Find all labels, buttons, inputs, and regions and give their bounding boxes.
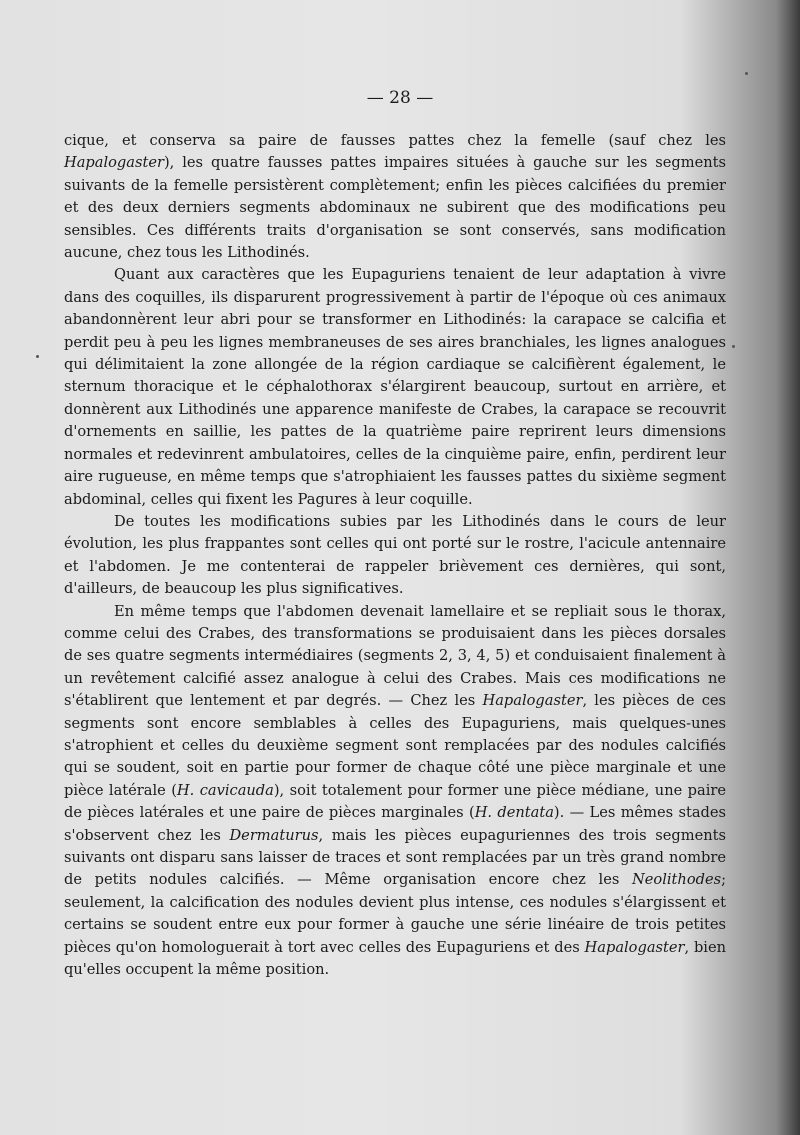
- paragraph: [64, 601, 726, 982]
- text-run: ; seulement, la calcification des nodules devient plus intense, ces nodules s'élargissent et certains se soudent entre eux pour former à gauche une série linéaire de trois petites pièces qu'on homologuerait à tort avec celles des Eupaguriens et des: [64, 871, 726, 956]
- body-text: [64, 130, 726, 981]
- text-run: En même temps que l'abdomen devenait lamellaire et se repliait sous le thorax, comme celui des Crabes, des transformations se produisaient dans les pièces dorsales de ses quatre segments intermédiaires (segments 2, 3, 4, 5) et conduisaient finalement à un revêtement calcifié assez analogue à celui des Crabes. Mais ces modifications ne s'établirent que lentement et par degrés. — Chez les: [64, 602, 726, 710]
- text-run: ). — Les mêmes stades s'observent chez les: [64, 804, 727, 844]
- paper-speck: [745, 72, 748, 75]
- text-run: Quant aux caractères que les Eupaguriens tenaient de leur adaptation à vivre dans des coquilles, ils disparurent progressivement à partir de l'époque où ces animaux abandonnèrent leur abri pour se transformer en Lithodinés: la carapace se calcifia et perdit peu à peu les lignes membraneuses de ses aires branchiales, les lignes analogues qui délimitaient la zone allongée de la région cardiaque se calcifièrent également, le sternum thoracique et le céphalothorax s'élargirent beaucoup, surtout en arrière, et donnèrent aux Lithodinés une apparence manifeste de Crabes, la carapace se recouvrit d'ornements en saillie, les pattes de la quatrième paire reprirent leurs dimensions normales et redevinrent ambulatoires, celles de la cinquième paire, enfin, perdirent leur aire rugueuse, en même temps que s'atrophiaient les fausses pattes du sixième segment abdominal, celles qui fixent les Pagures à leur coquille.: [64, 266, 726, 508]
- paragraph: [64, 130, 726, 264]
- taxon-name: Hapalogaster: [482, 692, 583, 710]
- text-run: , bien qu'elles occupent la même position.: [64, 938, 726, 979]
- taxon-name: H. cavicauda: [176, 781, 274, 799]
- page-number: — 28 —: [366, 88, 434, 108]
- taxon-name: Dermaturus: [229, 826, 319, 844]
- paragraph: [64, 511, 726, 601]
- text-run: ), soit totalement pour former une pièce médiane, une paire de pièces latérales et une paire de pièces marginales (: [64, 781, 727, 822]
- text-run: ), les quatre fausses pattes impaires situées à gauche sur les segments suivants de la femelle persistèrent complètement; enfin les pièces calcifiées du premier et des deux derniers segments abdominaux ne subirent que des modifications peu sensibles. Ces différents traits d'organisation se sont conservés, sans modification aucune, chez tous les Lithodinés.: [64, 154, 726, 262]
- taxon-name: Hapalogaster: [584, 938, 685, 956]
- text-run: De toutes les modifications subies par les Lithodinés dans le cours de leur évolution, les plus frappantes sont celles qui ont porté sur le rostre, l'acicule antennaire et l'abdomen. Je me contenterai de rappeler brièvement ces dernières, qui sont, d'ailleurs, de beaucoup les plus significatives.: [64, 512, 726, 598]
- paragraph: [64, 264, 726, 510]
- paper-speck: [36, 355, 39, 358]
- taxon-name: Hapalogaster: [64, 154, 164, 172]
- text-run: , les pièces de ces segments sont encore semblables à celles des Eupaguriens, mais quelques-unes s'atrophient et celles du deuxième segment sont remplacées par des nodules calcifiés qui se soudent, soit en partie pour former de chaque côté une pièce marginale et une pièce latérale (: [64, 692, 727, 799]
- taxon-name: Neolithodes: [632, 871, 722, 889]
- taxon-name: H. dentata: [474, 804, 554, 822]
- text-run: , mais les pièces eupaguriennes des trois segments suivants ont disparu sans laisser de traces et sont remplacées par un très grand nombre de petits nodules calcifiés. — Même organisation encore chez les: [64, 826, 726, 889]
- paper-speck: [732, 345, 735, 348]
- text-run: cique, et conserva sa paire de fausses pattes chez la femelle (sauf chez les: [64, 132, 726, 149]
